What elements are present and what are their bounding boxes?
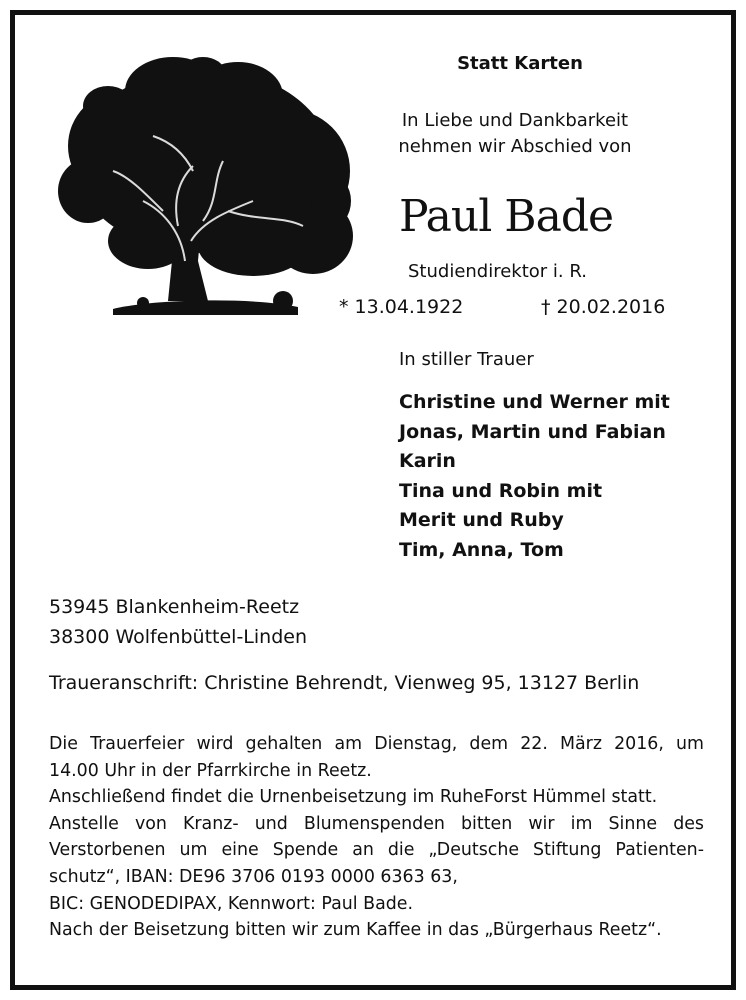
intro-line: In Liebe und Dankbarkeit (401, 110, 629, 131)
obituary-notice (10, 10, 736, 990)
place-line: 38300 Wolfenbüttel-Linden (49, 625, 308, 648)
intro-line: nehmen wir Abschied von (398, 136, 632, 157)
family-line: Karin (399, 450, 456, 473)
deceased-title: Studiendirektor i. R. (408, 261, 587, 282)
intro-text (350, 108, 680, 160)
body-line: Die Trauerfeier wird gehalten am Dienstag, dem 22. März 2016, um (49, 734, 704, 754)
family-line: Tim, Anna, Tom (399, 538, 564, 561)
family-line: Merit und Ruby (399, 509, 564, 532)
mourning-address: Traueranschrift: Christine Behrendt, Vienweg 95, 13127 Berlin (49, 672, 640, 694)
family-line: Christine und Werner mit (399, 391, 670, 413)
body-line: 14.00 Uhr in der Pfarrkirche in Reetz. (49, 760, 372, 781)
mourning-line: In stiller Trauer (399, 349, 534, 370)
deceased-name: Paul Bade (399, 191, 614, 242)
places-list (49, 593, 307, 652)
birth-date: * 13.04.1922 (339, 296, 464, 318)
body-line: Verstorbenen um eine Spende an die „Deutsche Stiftung Patienten- (49, 840, 704, 861)
body-line: Anschließend findet die Urnenbeisetzung im RuheForst Hümmel statt. (49, 787, 658, 808)
body-line: Nach der Beisetzung bitten wir zum Kaffee in das „Bürgerhaus Reetz“. (49, 920, 662, 941)
body-line: BIC: GENODEDIPAX, Kennwort: Paul Bade. (49, 893, 413, 914)
place-line: 53945 Blankenheim-Reetz (49, 596, 300, 618)
family-line: Jonas, Martin und Fabian (399, 420, 666, 443)
tree-silhouette-icon (53, 51, 353, 321)
body-line: Anstelle von Kranz- und Blumenspenden bitten wir im Sinne des (49, 813, 704, 834)
ceremony-text (49, 731, 704, 944)
body-line: schutz“, IBAN: DE96 3706 0193 0000 6363 63, (49, 866, 458, 887)
family-line: Tina und Robin mit (399, 479, 603, 502)
header-statt-karten: Statt Karten (457, 53, 583, 74)
death-date: † 20.02.2016 (541, 296, 666, 318)
family-list (399, 388, 670, 566)
